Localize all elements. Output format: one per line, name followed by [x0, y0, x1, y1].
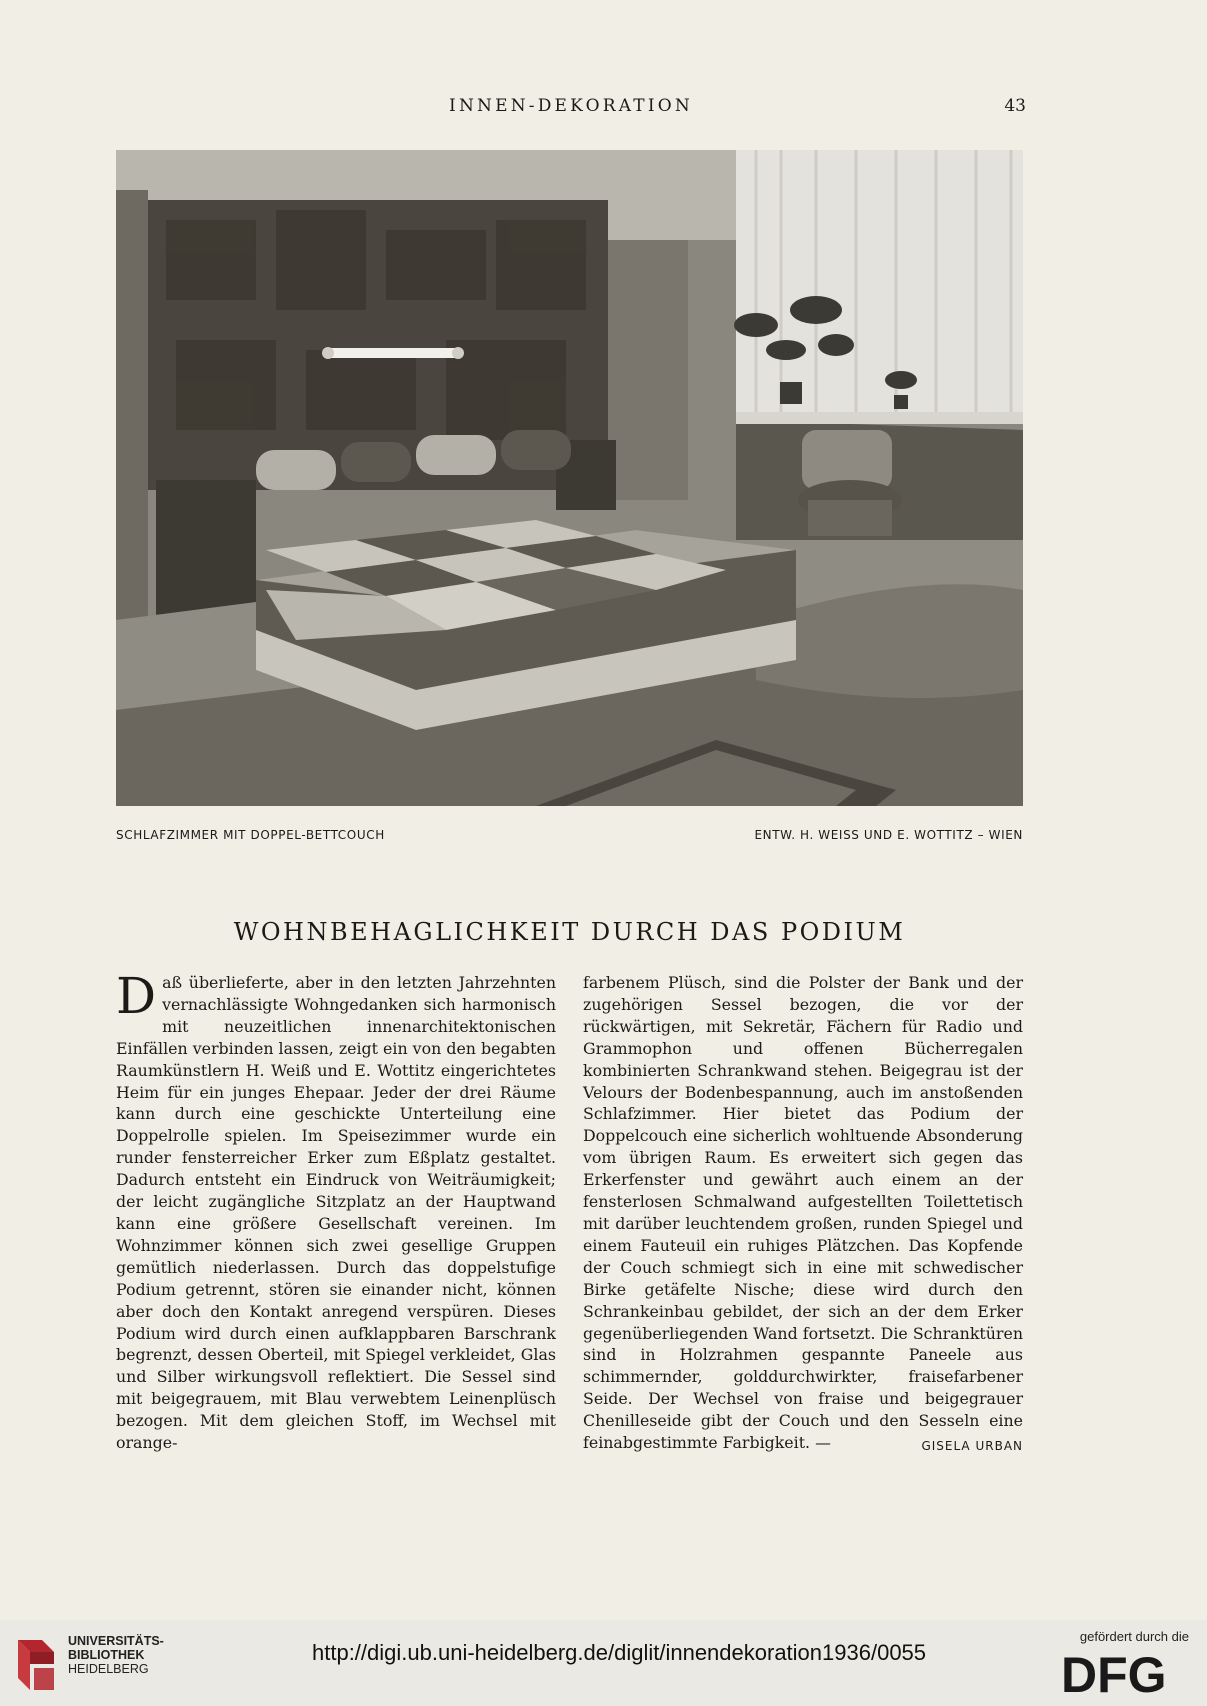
article-column-left	[116, 967, 556, 1454]
library-name-line1: UNIVERSITÄTS-	[68, 1634, 164, 1648]
page-number: 43	[1004, 96, 1026, 116]
running-header	[116, 96, 1026, 122]
article-title: WOHNBEHAGLICHKEIT DURCH DAS PODIUM	[233, 918, 906, 946]
photo-caption: SCHLAFZIMMER MIT DOPPEL-BETTCOUCH	[116, 828, 385, 842]
library-name-line2: BIBLIOTHEK	[68, 1648, 145, 1662]
article-column-right	[583, 972, 1023, 1458]
library-name	[68, 1634, 164, 1676]
dfg-logo-text: DFG	[1061, 1650, 1167, 1698]
permalink-url[interactable]: http://digi.ub.uni-heidelberg.de/diglit/innendekoration1936/0055	[312, 1640, 927, 1665]
dfg-logo-icon	[1059, 1650, 1189, 1698]
photo-credit: ENTW. H. WEISS UND E. WOTTITZ – WIEN	[754, 828, 1023, 842]
left-column-text: aß überlieferte, aber in den letzten Jahrzehnten vernachlässigte Wohngedanken sich harmonisch mit neuzeitlichen innenarchitektonischen Einfällen verbinden lassen, zeigt ein von den begabten Raumkünstlern H. Weiß und E. Wottitz eingerichtetes Heim für ein junges Ehepaar. Jeder der drei Räume kann durch eine geschickte Unterteilung eine Doppelrolle spielen. Im Speisezimmer wurde ein runder fensterreicher Erker zum Eßplatz gestaltet. Dadurch entsteht ein Eindruck von Weiträumigkeit; der leicht zugängliche Sitzplatz an der Hauptwand kann eine größere Gesellschaft vereinen. Im Wohnzimmer können sich zwei gesellige Gruppen gemütlich niederlassen. Durch das doppelstufige Podium getrennt, stören sie einander nicht, können aber doch den Kontakt anregend verspüren. Dieses Podium wird durch einen aufklappbaren Barschrank begrenzt, dessen Oberteil, mit Spiegel verkleidet, Glas und Silber wirkungsvoll reflektiert. Die Sessel sind mit beigegrauem, mit Blau verwebtem Leinenplüsch bezogen. Mit dem gleichen Stoff, im Wechsel mit orange-	[116, 973, 556, 1453]
bedroom-photograph	[116, 150, 1023, 806]
bedroom-illustration	[116, 150, 1023, 806]
photo-captions	[116, 828, 1023, 848]
university-library-logo-icon	[14, 1634, 58, 1694]
right-column-text: farbenem Plüsch, sind die Polster der Bank und der zugehörigen Sessel bezogen, die vor der rückwärtigen, mit Sekretär, Fächern für Radio und Grammophon und offenen Bücherregalen kombinierten Schrankwand stehen. Beigegrau ist der Velours der Bodenbespannung, auch im anstoßenden Schlafzimmer. Hier bietet das Podium der Doppelcouch eine sicherlich wohltuende Absonderung vom übrigen Raum. Es erweitert sich gegen das Erkerfenster und gewährt auch einem an der fensterlosen Schmalwand aufgestellten Toilettetisch mit darüber leuchtendem großen, runden Spiegel und einem Fauteuil ein ruhiges Plätzchen. Das Kopfende der Couch schmiegt sich in eine mit schwedischer Birke getäfelte Nische; diese wird durch den Schrankeinbau gebildet, der sich an der dem Erker gegenüberliegenden Wand fortsetzt. Die Schranktüren sind in Holzrahmen gespannte Paneele aus schimmernder, golddurchwirkter, fraisefarbener Seide. Der Wechsel von fraise und beigegrauer Chenilleseide gibt der Couch und den Sesseln eine feinabgestimmte Farbigkeit. —	[583, 973, 1023, 1453]
running-title: INNEN-DEKORATION	[449, 96, 693, 116]
funding-label: gefördert durch die	[1079, 1629, 1189, 1644]
author-signature: GISELA URBAN	[921, 1439, 1023, 1454]
drop-cap: D	[116, 967, 157, 1025]
library-name-line3: HEIDELBERG	[68, 1662, 149, 1676]
digitization-footer	[0, 1620, 1207, 1706]
